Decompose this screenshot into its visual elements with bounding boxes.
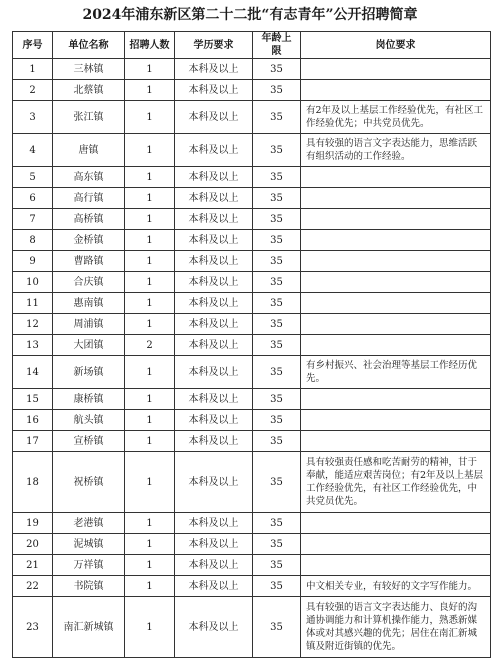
cell-requirements bbox=[301, 167, 491, 188]
cell-education: 本科及以上 bbox=[175, 167, 253, 188]
cell-education: 本科及以上 bbox=[175, 59, 253, 80]
cell-education: 本科及以上 bbox=[175, 431, 253, 452]
cell-count: 1 bbox=[125, 167, 175, 188]
table-row bbox=[13, 555, 491, 576]
cell-count: 1 bbox=[125, 80, 175, 101]
cell-no: 19 bbox=[13, 513, 53, 534]
header-requirements: 岗位要求 bbox=[301, 32, 491, 59]
recruitment-table bbox=[12, 31, 491, 658]
cell-age-limit: 35 bbox=[253, 513, 301, 534]
cell-age-limit: 35 bbox=[253, 555, 301, 576]
cell-requirements bbox=[301, 335, 491, 356]
cell-education: 本科及以上 bbox=[175, 534, 253, 555]
table-row bbox=[13, 534, 491, 555]
cell-requirements: 具有较强责任感和吃苦耐劳的精神，甘于奉献，能适应艰苦岗位；有2年及以上基层工作经验优先，有社区工作经验优先，中共党员优先。 bbox=[301, 452, 491, 513]
cell-age-limit: 35 bbox=[253, 314, 301, 335]
table-row bbox=[13, 167, 491, 188]
cell-unit: 大团镇 bbox=[53, 335, 125, 356]
table-header-row bbox=[13, 32, 491, 59]
cell-no: 5 bbox=[13, 167, 53, 188]
cell-education: 本科及以上 bbox=[175, 410, 253, 431]
cell-education: 本科及以上 bbox=[175, 230, 253, 251]
cell-no: 2 bbox=[13, 80, 53, 101]
cell-no: 3 bbox=[13, 101, 53, 134]
cell-requirements bbox=[301, 272, 491, 293]
table-row bbox=[13, 431, 491, 452]
cell-age-limit: 35 bbox=[253, 188, 301, 209]
cell-requirements bbox=[301, 59, 491, 80]
cell-unit: 宣桥镇 bbox=[53, 431, 125, 452]
header-education: 学历要求 bbox=[175, 32, 253, 59]
cell-count: 1 bbox=[125, 389, 175, 410]
table-row bbox=[13, 410, 491, 431]
table-row bbox=[13, 356, 491, 389]
table-row bbox=[13, 251, 491, 272]
table-row bbox=[13, 188, 491, 209]
cell-education: 本科及以上 bbox=[175, 452, 253, 513]
cell-no: 21 bbox=[13, 555, 53, 576]
cell-count: 1 bbox=[125, 452, 175, 513]
cell-unit: 张江镇 bbox=[53, 101, 125, 134]
cell-unit: 老港镇 bbox=[53, 513, 125, 534]
cell-unit: 唐镇 bbox=[53, 134, 125, 167]
header-count: 招聘人数 bbox=[125, 32, 175, 59]
cell-unit: 南汇新城镇 bbox=[53, 597, 125, 658]
cell-age-limit: 35 bbox=[253, 80, 301, 101]
cell-age-limit: 35 bbox=[253, 251, 301, 272]
cell-count: 1 bbox=[125, 251, 175, 272]
cell-requirements: 具有较强的语言文字表达能力，思维活跃有组织活动的工作经验。 bbox=[301, 134, 491, 167]
cell-requirements bbox=[301, 513, 491, 534]
table-row bbox=[13, 134, 491, 167]
cell-requirements bbox=[301, 80, 491, 101]
table-row bbox=[13, 209, 491, 230]
cell-count: 1 bbox=[125, 597, 175, 658]
table-row bbox=[13, 335, 491, 356]
cell-count: 1 bbox=[125, 513, 175, 534]
cell-count: 1 bbox=[125, 356, 175, 389]
cell-no: 13 bbox=[13, 335, 53, 356]
cell-age-limit: 35 bbox=[253, 452, 301, 513]
cell-education: 本科及以上 bbox=[175, 555, 253, 576]
cell-unit: 合庆镇 bbox=[53, 272, 125, 293]
cell-count: 1 bbox=[125, 188, 175, 209]
cell-age-limit: 35 bbox=[253, 134, 301, 167]
table-row bbox=[13, 59, 491, 80]
cell-education: 本科及以上 bbox=[175, 134, 253, 167]
table-row bbox=[13, 293, 491, 314]
cell-education: 本科及以上 bbox=[175, 335, 253, 356]
cell-count: 1 bbox=[125, 555, 175, 576]
table-row bbox=[13, 597, 491, 658]
cell-no: 15 bbox=[13, 389, 53, 410]
cell-unit: 惠南镇 bbox=[53, 293, 125, 314]
cell-no: 14 bbox=[13, 356, 53, 389]
header-age-limit: 年龄上限 bbox=[253, 32, 301, 59]
cell-count: 1 bbox=[125, 576, 175, 597]
cell-unit: 泥城镇 bbox=[53, 534, 125, 555]
cell-requirements bbox=[301, 389, 491, 410]
cell-education: 本科及以上 bbox=[175, 101, 253, 134]
cell-no: 23 bbox=[13, 597, 53, 658]
cell-count: 2 bbox=[125, 335, 175, 356]
cell-requirements bbox=[301, 230, 491, 251]
cell-age-limit: 35 bbox=[253, 230, 301, 251]
header-unit: 单位名称 bbox=[53, 32, 125, 59]
cell-age-limit: 35 bbox=[253, 534, 301, 555]
table-row bbox=[13, 101, 491, 134]
cell-age-limit: 35 bbox=[253, 293, 301, 314]
cell-no: 11 bbox=[13, 293, 53, 314]
cell-requirements bbox=[301, 534, 491, 555]
cell-age-limit: 35 bbox=[253, 272, 301, 293]
cell-requirements bbox=[301, 431, 491, 452]
cell-education: 本科及以上 bbox=[175, 209, 253, 230]
cell-requirements bbox=[301, 555, 491, 576]
cell-requirements bbox=[301, 314, 491, 335]
cell-no: 20 bbox=[13, 534, 53, 555]
cell-education: 本科及以上 bbox=[175, 314, 253, 335]
cell-no: 1 bbox=[13, 59, 53, 80]
page-title: 2024年浦东新区第二十二批“有志青年”公开招聘简章 bbox=[82, 7, 418, 23]
cell-count: 1 bbox=[125, 134, 175, 167]
cell-no: 4 bbox=[13, 134, 53, 167]
cell-no: 22 bbox=[13, 576, 53, 597]
cell-age-limit: 35 bbox=[253, 576, 301, 597]
cell-unit: 航头镇 bbox=[53, 410, 125, 431]
table-row bbox=[13, 80, 491, 101]
cell-unit: 书院镇 bbox=[53, 576, 125, 597]
cell-unit: 祝桥镇 bbox=[53, 452, 125, 513]
cell-age-limit: 35 bbox=[253, 389, 301, 410]
table-row bbox=[13, 513, 491, 534]
table-row bbox=[13, 272, 491, 293]
cell-count: 1 bbox=[125, 314, 175, 335]
cell-requirements: 有乡村振兴、社会治理等基层工作经历优先。 bbox=[301, 356, 491, 389]
cell-requirements: 具有较强的语言文字表达能力、良好的沟通协调能力和计算机操作能力，熟悉新媒体或对其感兴趣的优先；居住在南汇新城镇及附近街镇的优先。 bbox=[301, 597, 491, 658]
cell-no: 18 bbox=[13, 452, 53, 513]
cell-age-limit: 35 bbox=[253, 356, 301, 389]
cell-age-limit: 35 bbox=[253, 59, 301, 80]
table-row bbox=[13, 314, 491, 335]
cell-education: 本科及以上 bbox=[175, 513, 253, 534]
cell-unit: 三林镇 bbox=[53, 59, 125, 80]
cell-no: 16 bbox=[13, 410, 53, 431]
cell-requirements bbox=[301, 410, 491, 431]
cell-requirements bbox=[301, 293, 491, 314]
header-no: 序号 bbox=[13, 32, 53, 59]
cell-age-limit: 35 bbox=[253, 597, 301, 658]
cell-no: 6 bbox=[13, 188, 53, 209]
cell-unit: 金桥镇 bbox=[53, 230, 125, 251]
cell-age-limit: 35 bbox=[253, 410, 301, 431]
table-row bbox=[13, 230, 491, 251]
cell-count: 1 bbox=[125, 209, 175, 230]
cell-age-limit: 35 bbox=[253, 431, 301, 452]
cell-requirements bbox=[301, 251, 491, 272]
table-row bbox=[13, 452, 491, 513]
cell-no: 12 bbox=[13, 314, 53, 335]
cell-count: 1 bbox=[125, 59, 175, 80]
table-row bbox=[13, 576, 491, 597]
cell-unit: 万祥镇 bbox=[53, 555, 125, 576]
cell-unit: 康桥镇 bbox=[53, 389, 125, 410]
cell-requirements bbox=[301, 209, 491, 230]
cell-unit: 高东镇 bbox=[53, 167, 125, 188]
cell-count: 1 bbox=[125, 431, 175, 452]
cell-age-limit: 35 bbox=[253, 335, 301, 356]
cell-education: 本科及以上 bbox=[175, 389, 253, 410]
cell-count: 1 bbox=[125, 293, 175, 314]
cell-count: 1 bbox=[125, 534, 175, 555]
cell-unit: 高桥镇 bbox=[53, 209, 125, 230]
cell-unit: 曹路镇 bbox=[53, 251, 125, 272]
cell-no: 9 bbox=[13, 251, 53, 272]
cell-no: 7 bbox=[13, 209, 53, 230]
cell-count: 1 bbox=[125, 410, 175, 431]
cell-education: 本科及以上 bbox=[175, 576, 253, 597]
cell-requirements bbox=[301, 188, 491, 209]
cell-unit: 高行镇 bbox=[53, 188, 125, 209]
cell-age-limit: 35 bbox=[253, 101, 301, 134]
cell-education: 本科及以上 bbox=[175, 597, 253, 658]
cell-no: 10 bbox=[13, 272, 53, 293]
table-row bbox=[13, 389, 491, 410]
cell-age-limit: 35 bbox=[253, 167, 301, 188]
cell-no: 17 bbox=[13, 431, 53, 452]
cell-unit: 新场镇 bbox=[53, 356, 125, 389]
cell-count: 1 bbox=[125, 272, 175, 293]
cell-education: 本科及以上 bbox=[175, 80, 253, 101]
cell-education: 本科及以上 bbox=[175, 356, 253, 389]
cell-requirements: 中文相关专业，有较好的文字写作能力。 bbox=[301, 576, 491, 597]
cell-unit: 周浦镇 bbox=[53, 314, 125, 335]
cell-count: 1 bbox=[125, 230, 175, 251]
cell-education: 本科及以上 bbox=[175, 251, 253, 272]
cell-age-limit: 35 bbox=[253, 209, 301, 230]
cell-unit: 北蔡镇 bbox=[53, 80, 125, 101]
cell-no: 8 bbox=[13, 230, 53, 251]
cell-education: 本科及以上 bbox=[175, 188, 253, 209]
cell-requirements: 有2年及以上基层工作经验优先，有社区工作经验优先；中共党员优先。 bbox=[301, 101, 491, 134]
cell-education: 本科及以上 bbox=[175, 272, 253, 293]
cell-count: 1 bbox=[125, 101, 175, 134]
cell-education: 本科及以上 bbox=[175, 293, 253, 314]
